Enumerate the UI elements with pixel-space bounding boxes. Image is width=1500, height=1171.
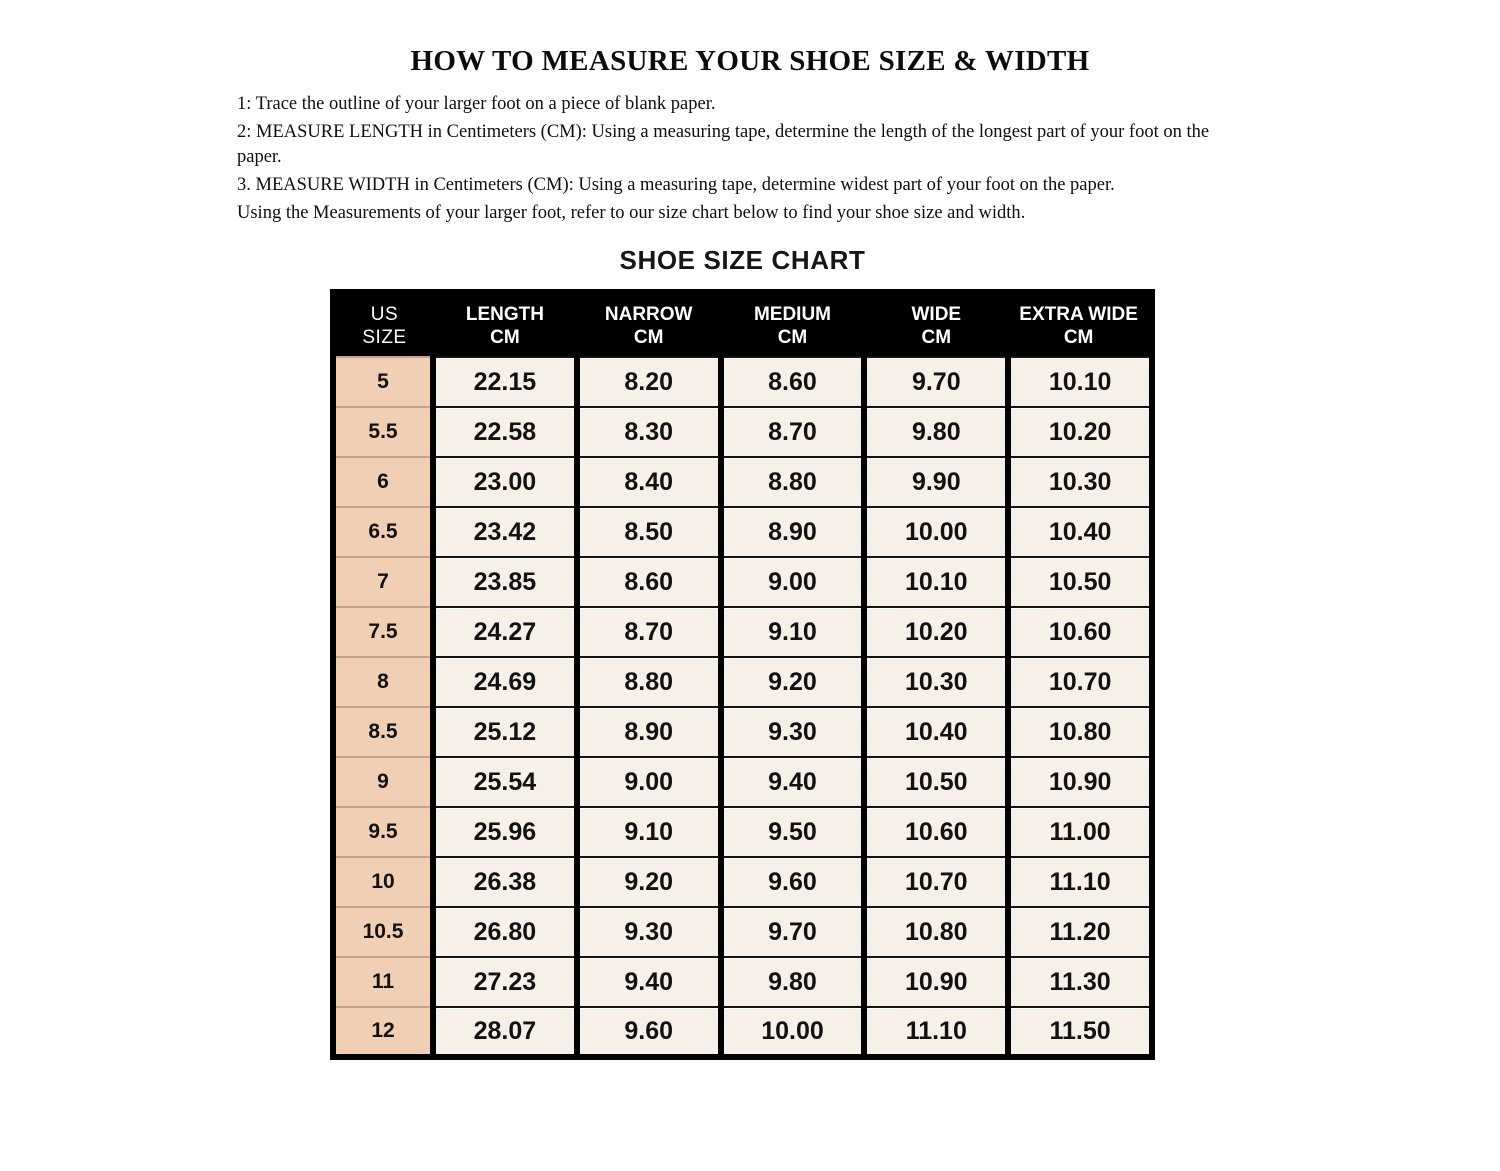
table-row [333,457,1152,507]
measurement-cell: 22.58 [433,407,577,457]
column-header-line: LENGTH [465,304,544,325]
measurement-cell: 10.70 [1008,657,1152,707]
measurement-cell: 10.50 [1008,557,1152,607]
column-header-narrow [577,292,721,357]
measurement-cell: 8.80 [721,457,865,507]
measurement-cell: 10.90 [864,957,1008,1007]
measurement-cell: 10.30 [864,657,1008,707]
measurement-cell: 10.20 [864,607,1008,657]
measurement-cell: 10.40 [1008,507,1152,557]
measurement-cell: 11.00 [1008,807,1152,857]
chart-title: SHOE SIZE CHART [619,245,866,275]
column-header-line: WIDE [911,304,962,325]
us-size-cell: 6 [333,457,433,507]
measurement-cell: 8.90 [721,507,865,557]
measurement-cell: 9.70 [721,907,865,957]
table-row [333,357,1152,407]
measurement-cell: 9.90 [864,457,1008,507]
column-header-wide [864,292,1008,357]
measurement-cell: 8.60 [577,557,721,607]
instruction-step-1: 1: Trace the outline of your larger foot on a piece of blank paper. [237,94,716,114]
measurement-cell: 10.90 [1008,757,1152,807]
measurement-cell: 25.12 [433,707,577,757]
us-size-cell: 5.5 [333,407,433,457]
measurement-cell: 9.30 [721,707,865,757]
measurement-cell: 10.10 [864,557,1008,607]
measurement-cell: 8.60 [721,357,865,407]
measurement-cell: 9.80 [721,957,865,1007]
measurement-cell: 8.20 [577,357,721,407]
table-row [333,657,1152,707]
us-size-cell: 10.5 [333,907,433,957]
measurement-cell: 22.15 [433,357,577,407]
measurement-cell: 9.70 [864,357,1008,407]
table-row [333,407,1152,457]
measurement-cell: 10.70 [864,857,1008,907]
column-header-line: US [370,304,399,325]
us-size-cell: 8.5 [333,707,433,757]
measurement-cell: 8.70 [721,407,865,457]
measurement-cell: 10.20 [1008,407,1152,457]
column-header-line: SIZE [362,327,407,348]
measurement-cell: 9.10 [721,607,865,657]
table-row [333,857,1152,907]
table-row [333,1007,1152,1057]
measurement-cell: 9.60 [577,1007,721,1057]
column-header-line: CM [777,327,808,348]
header-row [333,292,1152,357]
instructions [237,92,1227,226]
measurement-cell: 11.50 [1008,1007,1152,1057]
measurement-cell: 25.96 [433,807,577,857]
measurement-cell: 11.30 [1008,957,1152,1007]
us-size-cell: 7.5 [333,607,433,657]
measurement-cell: 10.40 [864,707,1008,757]
measurement-cell: 24.69 [433,657,577,707]
column-header-line: CM [490,327,520,348]
measurement-cell: 9.80 [864,407,1008,457]
column-header-length [433,292,577,357]
measurement-cell: 9.00 [721,557,865,607]
page [0,46,1500,1171]
measurement-cell: 8.70 [577,607,721,657]
column-header-line: NARROW [604,304,693,325]
measurement-cell: 25.54 [433,757,577,807]
table-row [333,907,1152,957]
measurement-cell: 9.60 [721,857,865,907]
measurement-cell: 8.30 [577,407,721,457]
us-size-cell: 5 [333,357,433,407]
us-size-cell: 8 [333,657,433,707]
table-row [333,757,1152,807]
page-title: HOW TO MEASURE YOUR SHOE SIZE & WIDTH [410,45,1090,77]
instruction-step-3: 3. MEASURE WIDTH in Centimeters (CM): Using a measuring tape, determine widest part of your foot on the paper. [237,175,1115,195]
measurement-cell: 10.80 [864,907,1008,957]
shoe-size-table [330,289,1155,1060]
table-row [333,557,1152,607]
measurement-cell: 8.40 [577,457,721,507]
measurement-cell: 10.00 [721,1007,865,1057]
measurement-cell: 9.20 [721,657,865,707]
measurement-cell: 23.85 [433,557,577,607]
us-size-cell: 9.5 [333,807,433,857]
measurement-cell: 10.60 [1008,607,1152,657]
measurement-cell: 10.00 [864,507,1008,557]
measurement-cell: 23.00 [433,457,577,507]
measurement-cell: 8.80 [577,657,721,707]
column-header-line: EXTRA WIDE [1019,304,1138,325]
table-row [333,807,1152,857]
measurement-cell: 9.50 [721,807,865,857]
measurement-cell: 10.30 [1008,457,1152,507]
measurement-cell: 9.40 [721,757,865,807]
column-header-line: CM [921,327,952,348]
column-header-line: CM [633,327,664,348]
column-header-line: CM [1063,327,1094,348]
column-header-us-size [333,292,433,357]
us-size-cell: 9 [333,757,433,807]
measurement-cell: 9.00 [577,757,721,807]
us-size-cell: 6.5 [333,507,433,557]
us-size-cell: 11 [333,957,433,1007]
instruction-step-2: 2: MEASURE LENGTH in Centimeters (CM): Using a measuring tape, determine the length of the longest part of your foot on the paper. [237,122,1210,167]
instruction-note: Using the Measurements of your larger foot, refer to our size chart below to find your shoe size and width. [237,203,1026,223]
measurement-cell: 9.30 [577,907,721,957]
column-header-medium [721,292,865,357]
us-size-cell: 10 [333,857,433,907]
measurement-cell: 26.38 [433,857,577,907]
measurement-cell: 9.20 [577,857,721,907]
table-row [333,957,1152,1007]
measurement-cell: 23.42 [433,507,577,557]
us-size-cell: 12 [333,1007,433,1057]
table-body [333,357,1152,1057]
measurement-cell: 9.40 [577,957,721,1007]
column-header-extra-wide [1008,292,1152,357]
measurement-cell: 9.10 [577,807,721,857]
measurement-cell: 11.10 [864,1007,1008,1057]
measurement-cell: 10.60 [864,807,1008,857]
us-size-cell: 7 [333,557,433,607]
table-row [333,507,1152,557]
measurement-cell: 28.07 [433,1007,577,1057]
measurement-cell: 10.50 [864,757,1008,807]
column-header-line: MEDIUM [753,304,832,325]
measurement-cell: 24.27 [433,607,577,657]
measurement-cell: 11.20 [1008,907,1152,957]
table-row [333,707,1152,757]
table-header [333,292,1152,357]
measurement-cell: 8.50 [577,507,721,557]
measurement-cell: 26.80 [433,907,577,957]
measurement-cell: 8.90 [577,707,721,757]
measurement-cell: 10.80 [1008,707,1152,757]
measurement-cell: 10.10 [1008,357,1152,407]
table-row [333,607,1152,657]
measurement-cell: 27.23 [433,957,577,1007]
measurement-cell: 11.10 [1008,857,1152,907]
